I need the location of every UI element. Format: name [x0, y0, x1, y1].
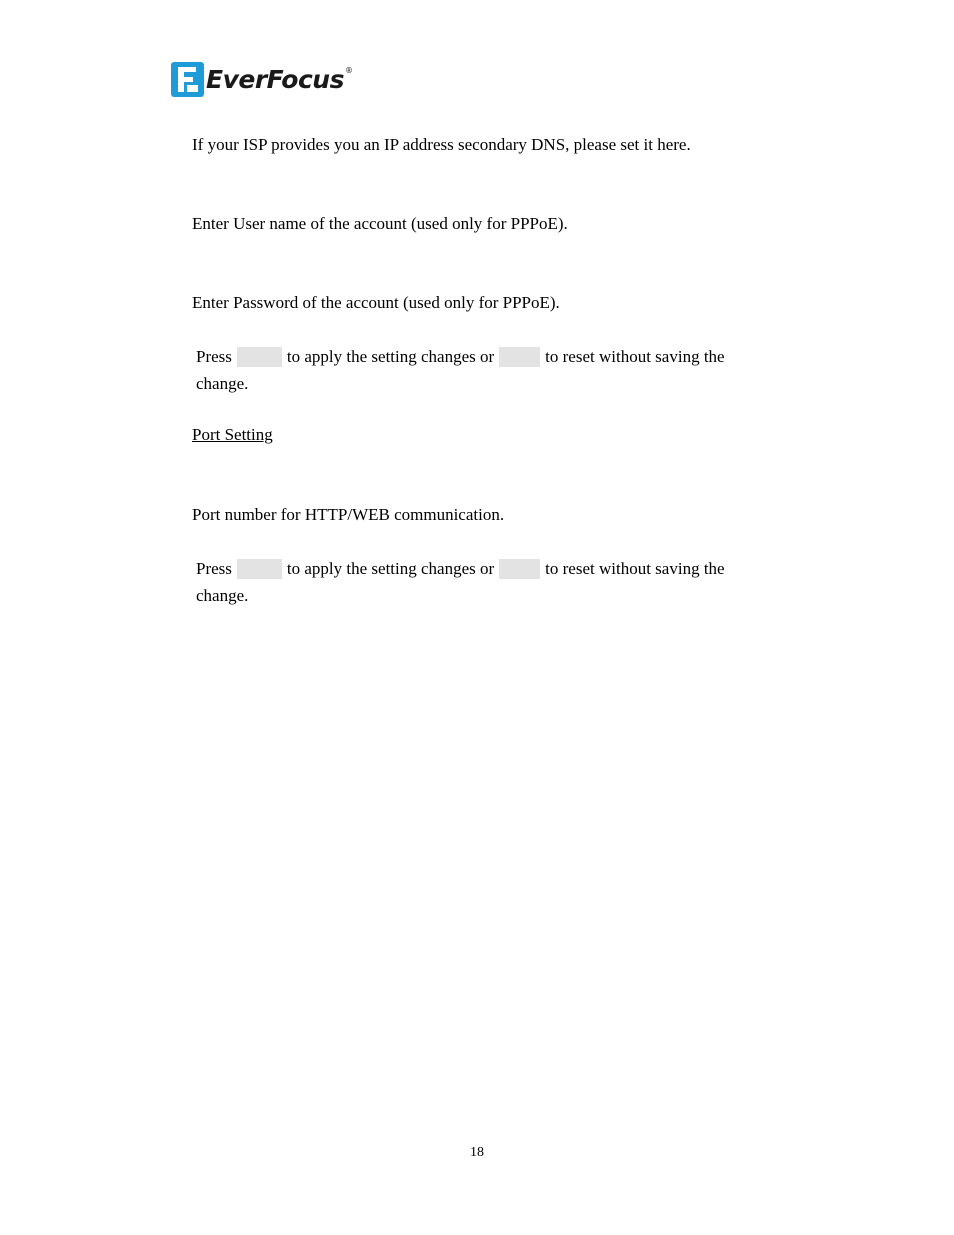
http-port-description: Port number for HTTP/WEB communication. [192, 505, 505, 524]
apply-text: to apply the setting changes or [286, 559, 495, 578]
reset-button-image [499, 559, 540, 579]
apply-reset-instruction-2 [196, 555, 756, 609]
press-label: Press [196, 347, 232, 366]
everfocus-logo [171, 61, 353, 97]
secondary-dns-description: If your ISP provides you an IP address secondary DNS, please set it here. [192, 135, 691, 154]
logo-wordmark: EverFocus [206, 64, 344, 94]
press-label: Press [196, 559, 232, 578]
apply-button-image [237, 347, 282, 367]
logo-registered-mark: ® [344, 65, 353, 75]
reset-text: to reset without saving the [545, 347, 725, 366]
password-description: Enter Password of the account (used only for PPPoE). [192, 293, 560, 312]
page-number: 18 [470, 1145, 484, 1160]
apply-text: to apply the setting changes or [286, 347, 495, 366]
change-text: change. [196, 374, 249, 393]
port-setting-heading: Port Setting [192, 425, 273, 444]
reset-button-image [499, 347, 540, 367]
user-name-description: Enter User name of the account (used only for PPPoE). [192, 214, 568, 233]
apply-reset-instruction-1 [196, 343, 756, 397]
everfocus-logo-icon [171, 62, 204, 97]
reset-text: to reset without saving the [545, 559, 725, 578]
change-text: change. [196, 586, 249, 605]
apply-button-image [237, 559, 282, 579]
